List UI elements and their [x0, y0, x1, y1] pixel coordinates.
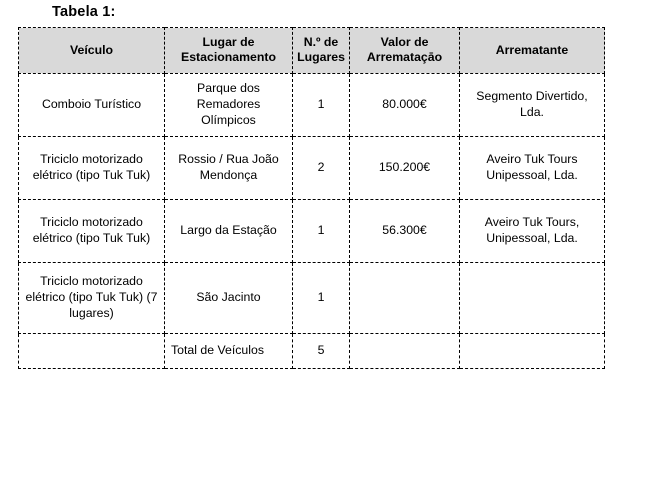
- column-header-arrematante: Arrematante: [460, 28, 605, 74]
- table-row: [19, 262, 605, 333]
- table-caption: Tabela 1:: [52, 4, 116, 20]
- cell-total-arrematante: [460, 333, 605, 368]
- cell-total-veiculo: [19, 333, 165, 368]
- cell-valor: 150.200€: [350, 136, 460, 199]
- table-total-row: [19, 333, 605, 368]
- column-header-valor-arremataçao: Valor de Arremataçāo: [350, 28, 460, 74]
- cell-lugares: 1: [293, 262, 350, 333]
- cell-valor: 56.300€: [350, 199, 460, 262]
- column-header-numero-lugares: N.º de Lugares: [293, 28, 350, 74]
- auction-table-container: [18, 27, 604, 369]
- cell-veiculo: Triciclo motorizado elétrico (tipo Tuk Tuk): [19, 199, 165, 262]
- cell-veiculo: Triciclo motorizado elétrico (tipo Tuk Tuk) (7 lugares): [19, 262, 165, 333]
- cell-total-valor: [350, 333, 460, 368]
- cell-lugares: 1: [293, 73, 350, 136]
- cell-valor: 80.000€: [350, 73, 460, 136]
- cell-arrematante: Aveiro Tuk Tours, Unipessoal, Lda.: [460, 199, 605, 262]
- table-header-row: [19, 28, 605, 74]
- cell-lugar: Largo da Estação: [165, 199, 293, 262]
- cell-lugar: São Jacinto: [165, 262, 293, 333]
- cell-veiculo: Comboio Turístico: [19, 73, 165, 136]
- cell-arrematante: [460, 262, 605, 333]
- cell-total-label: Total de Veículos: [165, 333, 293, 368]
- table-row: [19, 199, 605, 262]
- table-row: [19, 73, 605, 136]
- cell-lugar: Parque dos Remadores Olímpicos: [165, 73, 293, 136]
- column-header-veiculo: Veículo: [19, 28, 165, 74]
- cell-total-lugares: 5: [293, 333, 350, 368]
- cell-arrematante: Segmento Divertido, Lda.: [460, 73, 605, 136]
- cell-lugares: 1: [293, 199, 350, 262]
- table-row: [19, 136, 605, 199]
- cell-lugares: 2: [293, 136, 350, 199]
- cell-veiculo: Triciclo motorizado elétrico (tipo Tuk Tuk): [19, 136, 165, 199]
- cell-lugar: Rossio / Rua João Mendonça: [165, 136, 293, 199]
- cell-arrematante: Aveiro Tuk Tours Unipessoal, Lda.: [460, 136, 605, 199]
- cell-valor: [350, 262, 460, 333]
- column-header-lugar-estacionamento: Lugar de Estacionamento: [165, 28, 293, 74]
- auction-table: [18, 27, 605, 369]
